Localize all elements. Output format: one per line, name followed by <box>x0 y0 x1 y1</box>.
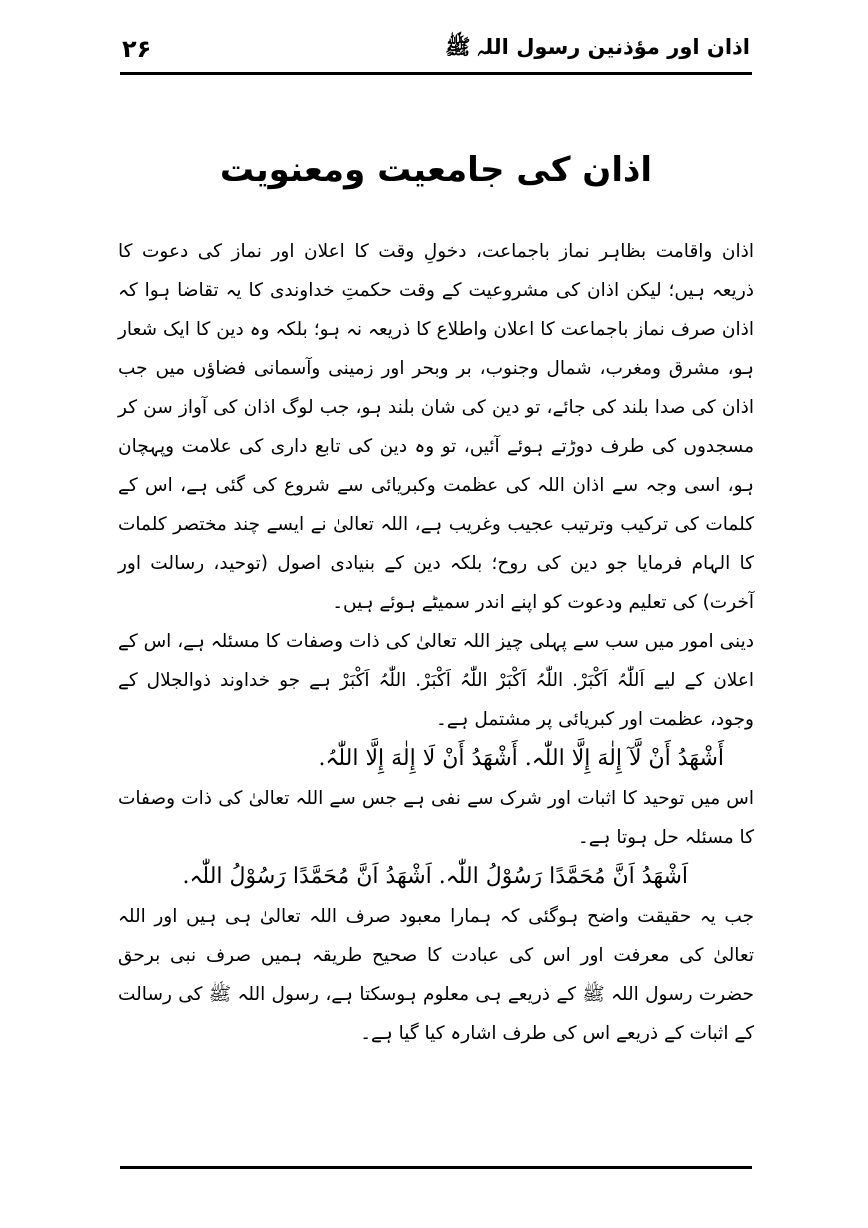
shahada-risalat: اَشْهَدُ اَنَّ مُحَمَّدًا رَسُوْلُ اللّٰہ. اَشْهَدُ اَنَّ مُحَمَّدًا رَسُوْلُ اللّٰہ. <box>182 864 688 889</box>
shahada-tawhid: أَشْهَدُ أَنْ لَّآ إِلٰهَ إِلَّا اللّٰہ. أَشْهَدُ أَنْ لَا إِلٰهَ إِلَّا اللّٰہُ. <box>318 746 724 771</box>
paragraph-4: جب یہ حقیقت واضح ہوگئی کہ ہمارا معبود صرف اللہ تعالیٰ ہی ہیں اور اللہ تعالیٰ کی معرفت اور اس کی عبادت کا صحیح طریقہ ہمیں صرف نبی برحق حضرت رسول اللہ ﷺ کے ذریعے ہی معلوم ہوسکتا ہے، رسول اللہ ﷺ کی رسالت کے اثبات کے ذریعے اس کی طرف اشارہ کیا گیا ہے۔ <box>118 906 754 1044</box>
footer-rule <box>120 1166 752 1169</box>
page-number: ۲۶ <box>122 35 152 63</box>
chapter-title: اذان کی جامعیت ومعنویت <box>219 150 653 190</box>
paragraph-2: دینی امور میں سب سے پہلی چیز اللہ تعالیٰ کی ذات وصفات کا مسئلہ ہے، اس کے اعلان کے لیے اَللّٰہُ اَکْبَرْ. اللّٰہُ اَکْبَرْ اللّٰہُ اَکْبَرْ. اللّٰہُ اَکْبَرْ ہے جو خداوند ذوالجلال کے وجود، عظمت اور کبریائی پر مشتمل ہے۔ <box>118 631 754 730</box>
paragraph-3: اس میں توحید کا اثبات اور شرک سے نفی ہے جس سے اللہ تعالیٰ کی ذات وصفات کا مسئلہ حل ہوتا ہے۔ <box>118 788 754 848</box>
header-rule <box>120 72 752 75</box>
running-title: اذان اور مؤذنین رسول اللہ ﷺ <box>445 34 750 59</box>
paragraph-1: اذان واقامت بظاہر نماز باجماعت، دخولِ وقت کا اعلان اور نماز کی دعوت کا ذریعہ ہیں؛ لیکن اذان کی مشروعیت کے وقت حکمتِ خداوندی کا یہ تقاضا ہوا کہ اذان صرف نماز باجماعت کا اعلان واطلاع کا ذریعہ نہ ہو؛ بلکہ وہ دین کا ایک شعار ہو، مشرق ومغرب، شمال وجنوب، بر وبحر اور زمینی وآسمانی فضاؤں میں جب اذان کی صدا بلند کی جائے، تو دین کی شان بلند ہو، جب لوگ اذان کی آواز سن کر مسجدوں کی طرف دوڑتے ہوئے آئیں، تو وہ دین کی تابع داری کی علامت وپہچان ہو، اسی وجہ سے اذان اللہ کی عظمت وکبریائی سے شروع کی گئی ہے، اس کے کلمات کی ترکیب وترتیب عجیب وغریب ہے، اللہ تعالیٰ نے ایسے چند مختصر کلمات کا الہام فرمایا جو دین کی روح؛ بلکہ دین کے بنیادی اصول (توحید، رسالت اور آخرت) کی تعلیم ودعوت کو اپنے اندر سمیٹے ہوئے ہیں۔ <box>118 241 754 613</box>
body-text <box>118 232 754 1053</box>
page-header <box>122 28 750 70</box>
